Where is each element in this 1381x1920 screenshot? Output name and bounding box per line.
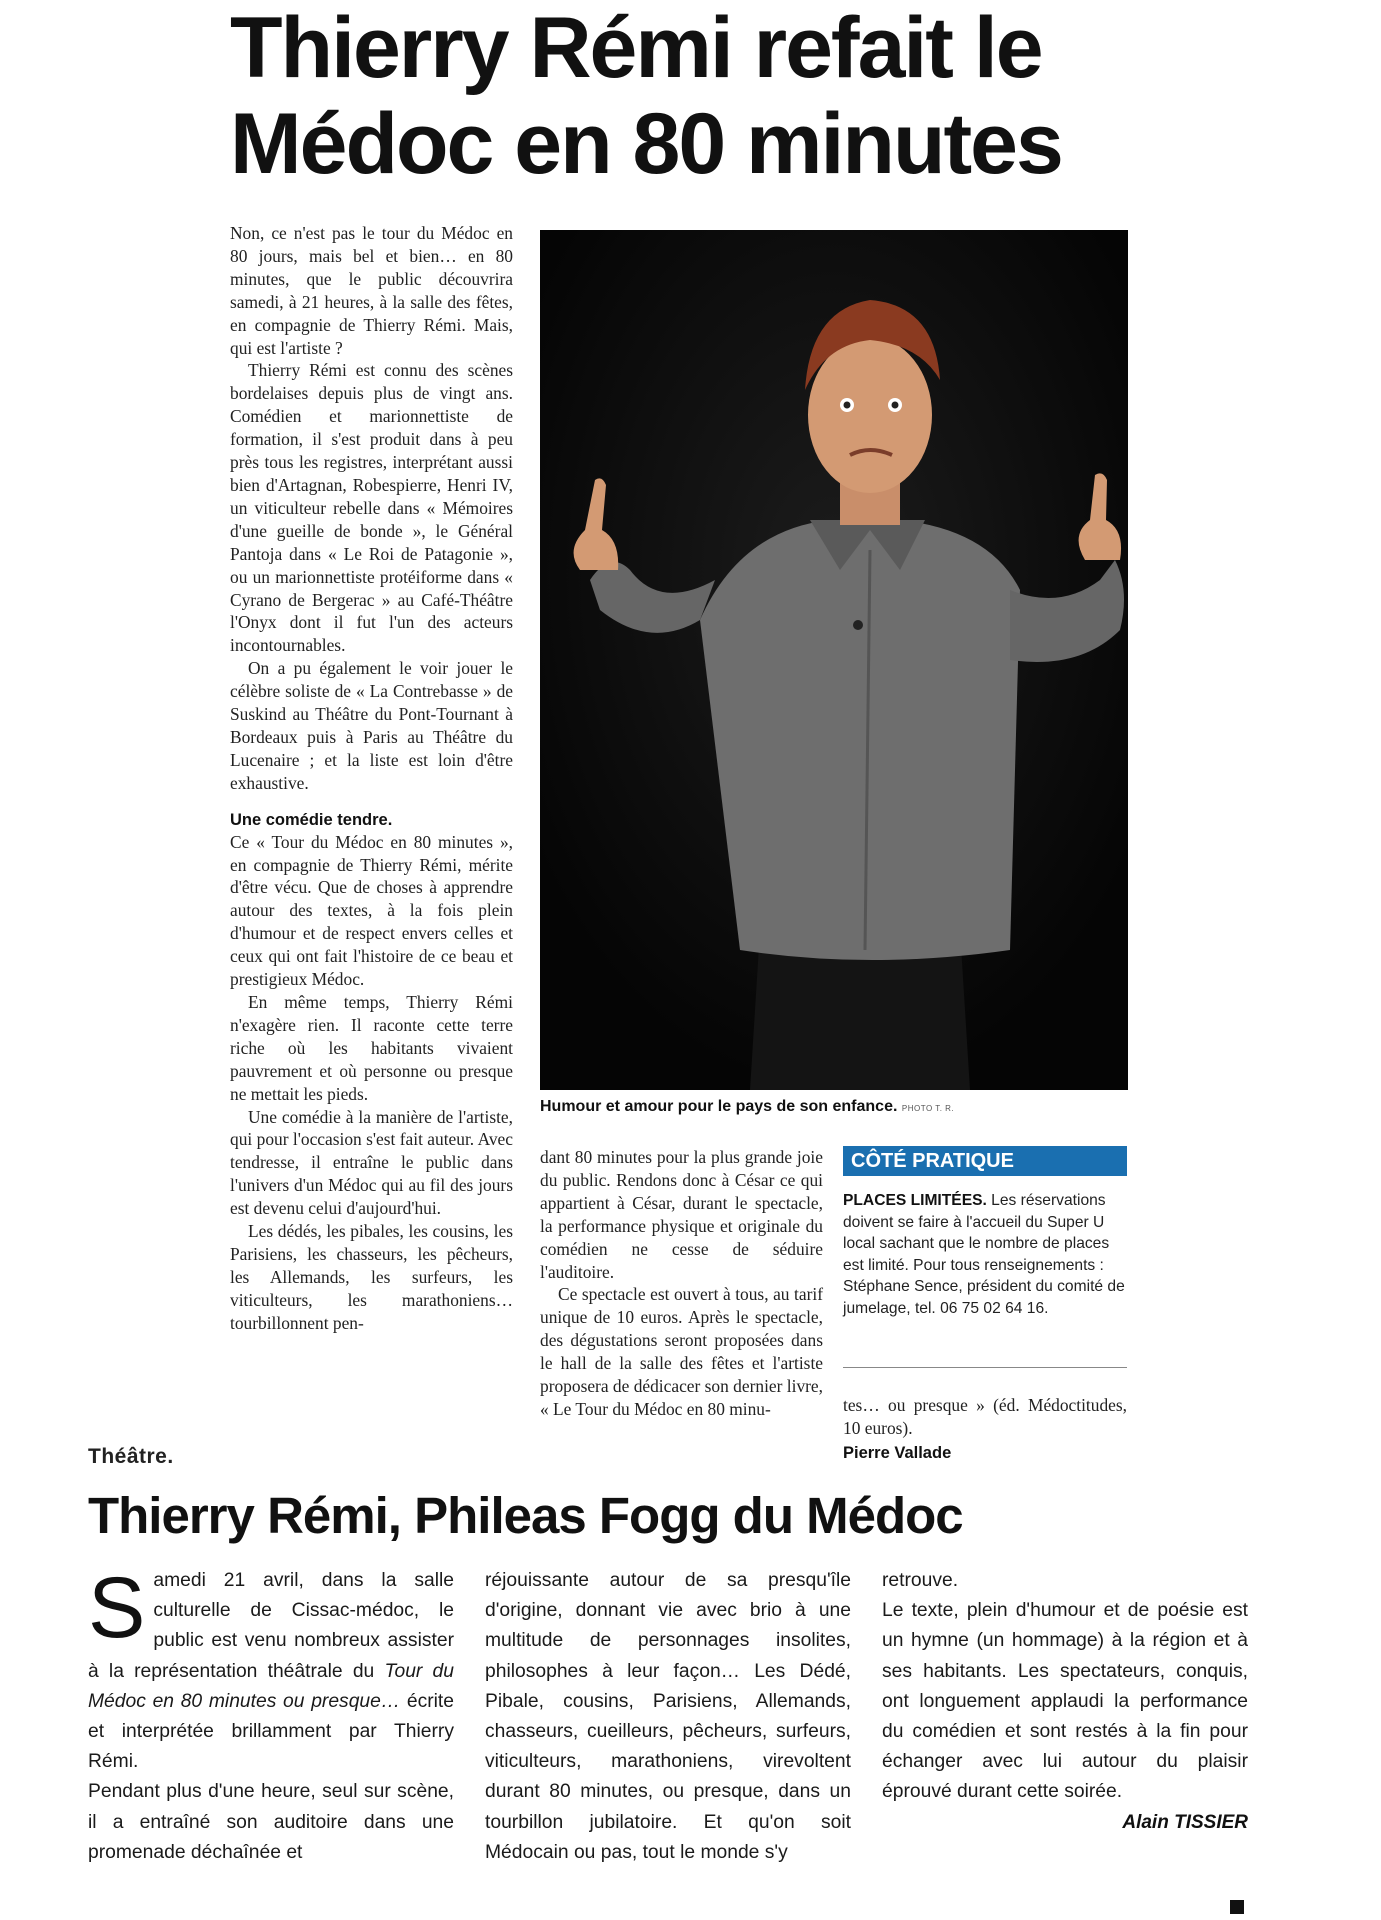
paragraph [88,1560,454,1777]
article2-column-1 [88,1560,454,1868]
cote-pratique-body: Les réservations doivent se faire à l'accueil du Super U local sachant que le nombre de places est limité. Pour tous renseignements : Stéphane Sence, président du comité de jumelage, tel. 06 75 02 64 16. [843,1192,1125,1317]
headline [230,0,1180,192]
photo-caption [540,1098,954,1116]
paragraph: En même temps, Thierry Rémi n'exagère rien. Il raconte cette terre riche où les habitants vivaient pauvrement et où personne ou presque ne mettait les pieds. [230,992,513,1104]
article1-column-3-end [843,1394,1127,1464]
paragraph: Les dédés, les pibales, les cousins, les Parisiens, les chasseurs, les pêcheurs, les Allemands, les surfeurs, les viticulteurs, les marathoniens… tourbillonnent pen- [230,1221,513,1333]
paragraph: On a pu également le voir jouer le célèbre soliste de « La Contrebasse » de Suskind au Théâtre du Pont-Tournant à Bordeaux puis à Paris au Théâtre du Lucenaire ; et la liste est loin d'être exhaustive. [230,658,513,793]
text-run: amedi 21 avril, dans la salle culturelle de Cissac-médoc, le public est venu nombreux assister à la représentation théâtrale du [88,1570,454,1682]
paragraph: dant 80 minutes pour la plus grande joie du public. Rendons donc à César ce qui appartient à César, durant le spectacle, la performance physique et originale du comédien ne cesse de séduire l'auditoire. [540,1147,823,1282]
article-photo [540,230,1128,1090]
article1-column-1 [230,222,513,1335]
paragraph: Pendant plus d'une heure, seul sur scène, il a entraîné son auditoire dans une promenade déchaînée et [88,1781,454,1863]
headline-line-1: Thierry Rémi refait le [230,0,1042,96]
section-kicker: Théâtre. [88,1445,174,1468]
subheading: Une comédie tendre. [230,810,393,829]
paragraph: Ce « Tour du Médoc en 80 minutes », en compagnie de Thierry Rémi, mérite d'être vécu. Que de choses à apprendre autour des textes, à la fois plein d'humour et de respect envers celles et ceux qui ont fait l'histoire de ce beau et prestigieux Médoc. [230,831,513,990]
divider [843,1367,1127,1368]
paragraph: retrouve. [882,1570,959,1591]
paragraph: Une comédie à la manière de l'artiste, qui pour l'occasion s'est fait auteur. Avec tendresse, il entraîne le public dans l'univers d'un Médoc qui au fil des jours est devenu celui d'aujourd'hui. [230,1106,513,1219]
text-run: écrite et interprétée brillamment par Thierry Rémi. [88,1690,454,1773]
paragraph: Thierry Rémi est connu des scènes bordelaises depuis plus de vingt ans. Comédien et marionnettiste de formation, il s'est produit dans à peu près tous les registres, interprétant aussi bien d'Artagnan, Robespierre, Henri IV, un viticulteur rebelle dans « Mémoires d'une gueille de bonde », le Général Pantoja dans « Le Roi de Patagonie », ou un marionnettiste protéiforme dans « Cyrano de Bergerac » au Café-Théâtre l'Onyx dont il fut l'un des acteurs incontournables. [230,360,513,656]
cote-pratique-text [843,1190,1127,1319]
article2-column-2 [485,1566,851,1868]
photo-credit: PHOTO T. R. [901,1104,955,1113]
cote-pratique-header: CÔTÉ PRATIQUE [843,1146,1127,1176]
end-mark [1230,1900,1244,1914]
caption-text: Humour et amour pour le pays de son enfance. [540,1098,898,1115]
paragraph: réjouissante autour de sa presqu'île d'origine, donnant vie avec brio à une multitude de personnages insolites, philosophes à leur façon… Les Dédé, Pibale, cousins, Parisiens, Allemands, chasseurs, cueilleurs, pêcheurs, surfeurs, viticulteurs, marathoniens, virevoltent durant 80 minutes, ou presque, dans un tourbillon jubilatoire. Et qu'on soit Médocain ou pas, tout le monde s'y [485,1570,851,1863]
author-signature: Alain TISSIER [1122,1811,1248,1833]
article2-column-3 [882,1566,1248,1838]
author-byline: Pierre Vallade [843,1443,952,1462]
article1-column-2 [540,1146,823,1421]
cote-pratique-lead: PLACES LIMITÉES. [843,1192,987,1209]
paragraph: Ce spectacle est ouvert à tous, au tarif unique de 10 euros. Après le spectacle, des dégustations seront proposées dans le hall de la salle des fêtes et l'artiste proposera de dédicacer son dernier livre, « Le Tour du Médoc en 80 minu- [540,1284,823,1419]
dropcap: S [88,1560,146,1656]
headline-line-2: Médoc en 80 minutes [230,96,1062,192]
paragraph: Non, ce n'est pas le tour du Médoc en 80 jours, mais bel et bien… en 80 minutes, que le public découvrira samedi, à 21 heures, à la salle des fêtes, en compagnie de Thierry Rémi. Mais, qui est l'artiste ? [230,223,513,358]
paragraph: tes… ou presque » (éd. Médoctitudes, 10 euros). [843,1395,1127,1438]
performer-photo-illustration [540,230,1128,1090]
show-title: Tour du Médoc en 80 minutes ou presque… [88,1660,454,1712]
paragraph: Le texte, plein d'humour et de poésie est un hymne (un hommage) à la région et à ses habitants. Les spectateurs, conquis, ont longuement applaudi la performance du comédien et sont restés à la fin pour échanger avec lui autour du plaisir éprouvé durant cette soirée. [882,1600,1248,1803]
article2-headline: Thierry Rémi, Phileas Fogg du Médoc [88,1487,963,1544]
